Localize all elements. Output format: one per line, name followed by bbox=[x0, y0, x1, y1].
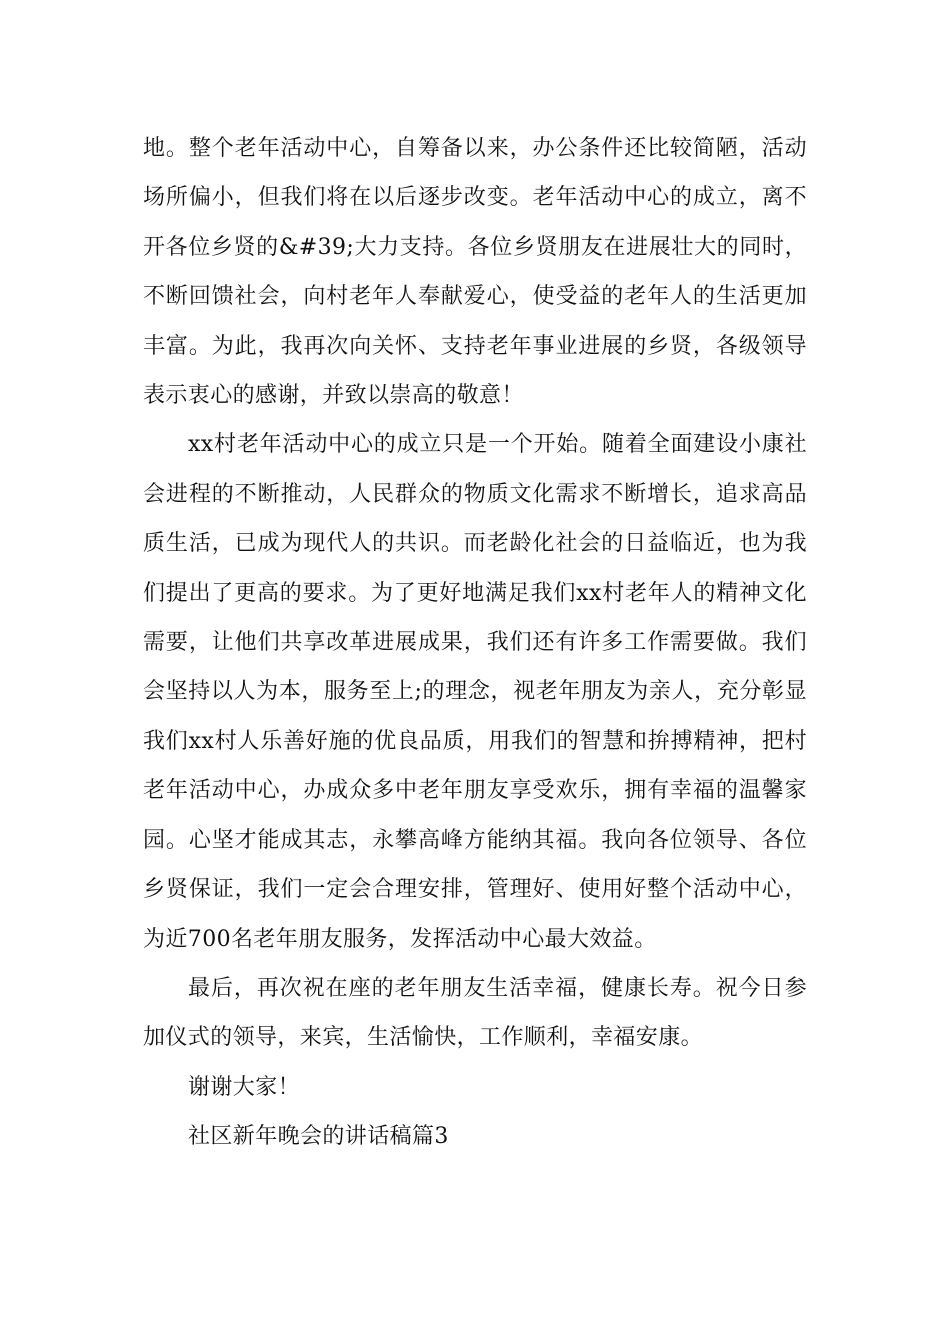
paragraph-4: 谢谢大家！ bbox=[188, 1074, 301, 1100]
paragraph-3: 最后，再次祝在座的老年朋友生活幸福，健康长寿。祝今日参加仪式的领导，来宾，生活愉快，工作顺利，幸福安康。 bbox=[143, 975, 807, 1051]
document-body bbox=[143, 124, 807, 1162]
paragraph-1: 地。整个老年活动中心，自筹备以来，办公条件还比较简陋，活动场所偏小，但我们将在以后逐步改变。老年活动中心的成立，离不开各位乡贤的&#39;大力支持。各位乡贤朋友在进展壮大的同时，不断回馈社会，向村老年人奉献爱心，使受益的老年人的生活更加丰富。为此，我再次向关怀、支持老年事业进展的乡贤，各级领导表示衷心的感谢，并致以崇高的敬意！ bbox=[143, 136, 807, 409]
paragraph-2: xx村老年活动中心的成立只是一个开始。随着全面建设小康社会进程的不断推动，人民群众的物质文化需求不断增长，追求高品质生活，已成为现代人的共识。而老龄化社会的日益临近，也为我们提出了更高的要求。为了更好地满足我们xx村老年人的精神文化需要，让他们共享改革进展成果，我们还有许多工作需要做。我们会坚持以人为本，服务至上;的理念，视老年朋友为亲人，充分彰显我们xx村人乐善好施的优良品质，用我们的智慧和拚搏精神，把村老年活动中心，办成众多中老年朋友享受欢乐，拥有幸福的温馨家园。心坚才能成其志，永攀高峰方能纳其福。我向各位领导、各位乡贤保证，我们一定会合理安排，管理好、使用好整个活动中心，为近700名老年朋友服务，发挥活动中心最大效益。 bbox=[143, 432, 807, 952]
section-heading: 社区新年晚会的讲话稿篇3 bbox=[188, 1124, 449, 1150]
